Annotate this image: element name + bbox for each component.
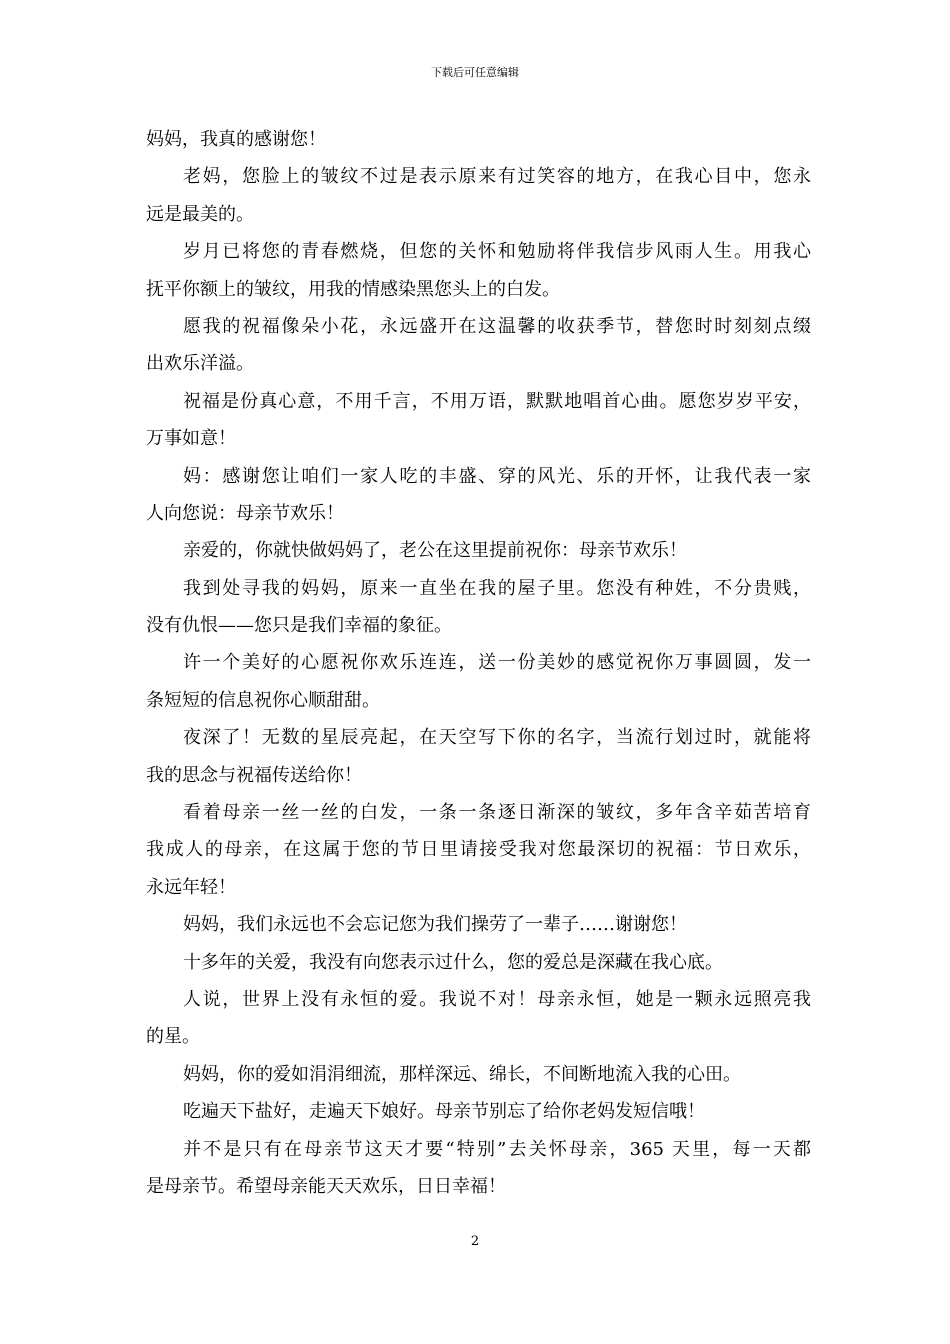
text-line: 是母亲节。希望母亲能天天欢乐，日日幸福！ bbox=[146, 1175, 506, 1197]
text-line: 我成人的母亲，在这属于您的节日里请接受我对您最深切的祝福：节日欢乐， bbox=[146, 839, 811, 861]
text-line: 十多年的关爱，我没有向您表示过什么，您的爱总是深藏在我心底。 bbox=[183, 951, 723, 973]
page-number: 2 bbox=[470, 1234, 480, 1249]
text-line: 妈：感谢您让咱们一家人吃的丰盛、穿的风光、乐的开怀，让我代表一家 bbox=[183, 465, 811, 487]
text-line: 永远年轻！ bbox=[146, 876, 236, 898]
page-header: 下载后可任意编辑 bbox=[431, 66, 519, 79]
text-line: 我到处寻我的妈妈，原来一直坐在我的屋子里。您没有种姓，不分贵贱， bbox=[183, 577, 811, 599]
text-line: 岁月已将您的青春燃烧，但您的关怀和勉励将伴我信步风雨人生。用我心 bbox=[183, 241, 811, 263]
text-line: 愿我的祝福像朵小花，永远盛开在这温馨的收获季节，替您时时刻刻点缀 bbox=[183, 315, 811, 337]
text-line: 出欢乐洋溢。 bbox=[146, 353, 254, 375]
text-line: 妈妈，我们永远也不会忘记您为我们操劳了一辈子……谢谢您！ bbox=[183, 914, 687, 936]
text-line: 抚平你额上的皱纹，用我的情感染黑您头上的白发。 bbox=[146, 278, 560, 300]
text-line: 亲爱的，你就快做妈妈了，老公在这里提前祝你：母亲节欢乐！ bbox=[183, 540, 687, 562]
text-line: 夜深了！无数的星辰亮起，在天空写下你的名字，当流行划过时，就能将 bbox=[183, 727, 811, 749]
text-line: 妈妈，我真的感谢您！ bbox=[146, 129, 326, 150]
document-body bbox=[146, 121, 811, 1205]
text-line: 的星。 bbox=[146, 1026, 200, 1048]
text-line: 老妈，您脸上的皱纹不过是表示原来有过笑容的地方，在我心目中，您永 bbox=[183, 166, 811, 188]
text-line: 条短短的信息祝你心顺甜甜。 bbox=[146, 689, 380, 711]
text-line: 吃遍天下盐好，走遍天下娘好。母亲节别忘了给你老妈发短信哦！ bbox=[183, 1101, 705, 1123]
text-line: 祝福是份真心意，不用千言，不用万语，默默地唱首心曲。愿您岁岁平安， bbox=[183, 390, 811, 412]
text-line: 我的思念与祝福传送给你！ bbox=[146, 764, 362, 786]
text-line: 人说，世界上没有永恒的爱。我说不对！母亲永恒，她是一颗永远照亮我 bbox=[183, 988, 811, 1010]
text-line: 许一个美好的心愿祝你欢乐连连，送一份美妙的感觉祝你万事圆圆，发一 bbox=[183, 652, 811, 674]
text-line: 人向您说：母亲节欢乐！ bbox=[146, 502, 344, 524]
text-line: 没有仇恨——您只是我们幸福的象征。 bbox=[146, 615, 452, 637]
text-line: 并不是只有在母亲节这天才要“特别”去关怀母亲，365 天里，每一天都 bbox=[183, 1138, 811, 1160]
text-line: 妈妈，你的爱如涓涓细流，那样深远、绵长，不间断地流入我的心田。 bbox=[183, 1063, 741, 1085]
text-line: 万事如意！ bbox=[146, 428, 236, 450]
text-line: 远是最美的。 bbox=[146, 203, 254, 225]
text-line: 看着母亲一丝一丝的白发，一条一条逐日渐深的皱纹，多年含辛茹苦培育 bbox=[183, 802, 811, 824]
